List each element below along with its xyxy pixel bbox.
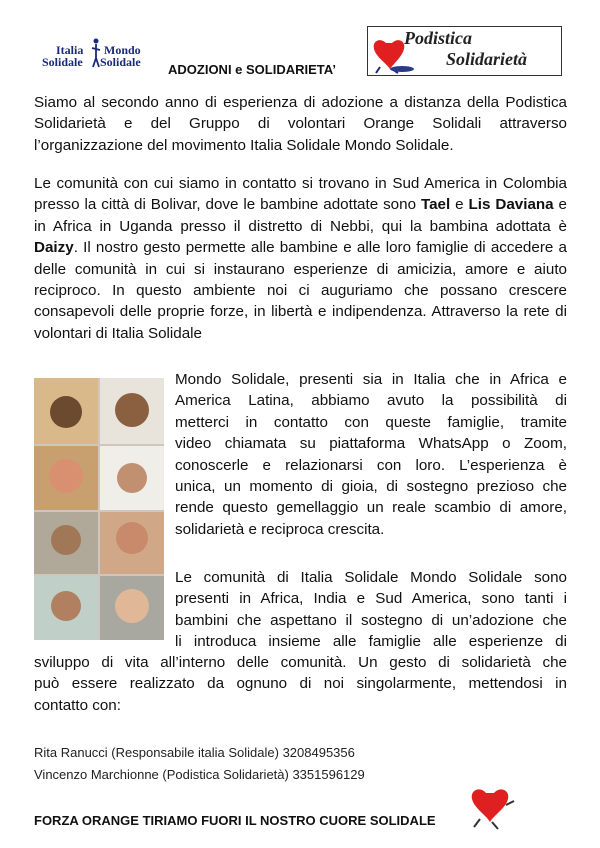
text-line: può essere realizzato da ognuno di noi singolarmente, mettendosi in bbox=[34, 675, 567, 693]
text-line: unica, un momento di gioia, di sostegno prezioso che bbox=[175, 478, 567, 495]
person-figure-icon bbox=[91, 38, 101, 68]
contact-rita-ranucci: Rita Ranucci (Responsabile italia Solidale) 3208495356 bbox=[34, 745, 355, 760]
video-call-collage bbox=[34, 378, 164, 640]
community-paragraph bbox=[34, 173, 567, 344]
italia-solidale-logo bbox=[42, 38, 162, 72]
running-heart-icon-small bbox=[468, 785, 516, 831]
text-line: rende questo gemellaggio un reale scambio di amore, bbox=[175, 499, 567, 517]
text-line: video chiamata su piattaforma WhatsApp o Zoom, bbox=[175, 435, 567, 453]
footer-slogan: FORZA ORANGE TIRIAMO FUORI IL NOSTRO CUORE SOLIDALE bbox=[34, 813, 436, 828]
child-name-daizy: Daizy bbox=[34, 239, 74, 257]
text-line: presenti in Africa, India e Sud America, sono tanti i bbox=[175, 590, 567, 608]
logo-left-word-solidale-2: Solidale bbox=[100, 55, 141, 69]
podistica-solidarieta-logo bbox=[367, 26, 562, 76]
child-name-tael: Tael bbox=[420, 196, 451, 214]
text-line: bambini che aspettano il sostegno di un’adozione che bbox=[175, 611, 567, 629]
text-line: contatto con: bbox=[34, 696, 121, 714]
logo-right-line1: Podistica bbox=[404, 28, 472, 48]
video-call-photo bbox=[34, 378, 164, 640]
logo-left-word-solidale-1: Solidale bbox=[42, 55, 83, 69]
text-line: Le comunità di Italia Solidale Mondo Solidale sono bbox=[175, 569, 567, 586]
community-text-d: . Il nostro gesto permette alle bambine e alle loro famiglie di accedere a delle comunità in cui si instaurano esperienze di amicizia, amore e aiuto reciproco. In questo ambiente noi ci auguriamo che possano crescere consapevoli delle proprie forze, in libertà e indipendenza. Attraverso la rete di volontari di Italia Solidale bbox=[34, 239, 567, 342]
text-line: li introduca insieme alle famiglie alle esperienze di bbox=[175, 633, 567, 651]
text-line: conoscerle e relazionarsi con loro. L’esperienza è bbox=[175, 456, 567, 474]
community-text-a: Le comunità con cui siamo in contatto si trovano in Sud America in Colombia presso la città di Bolivar, dove le bambine adottate sono bbox=[34, 175, 567, 214]
page-heading: ADOZIONI e SOLIDARIETA’ bbox=[168, 62, 337, 77]
contact-vincenzo-marchionne: Vincenzo Marchionne (Podistica Solidarietà) 3351596129 bbox=[34, 767, 365, 782]
text-line: sviluppo di vita all’interno delle comunità. Un gesto di solidarietà che bbox=[34, 654, 567, 671]
logo-left-word-italia: Italia bbox=[56, 43, 84, 57]
community-text-c: e in Africa in Uganda presso il distretto di Nebbi, qui la bambina adottata è bbox=[34, 196, 567, 235]
text-line: America Latina, abbiamo avuto la possibilità di bbox=[175, 392, 567, 410]
logo-right-line2: Solidarietà bbox=[446, 49, 528, 69]
intro-paragraph: Siamo al secondo anno di esperienza di adozione a distanza della Podistica Solidarietà e del Gruppo di volontari Orange Solidali attraverso l’organizzazione del movimento Italia Solidale Mondo Solidale. bbox=[34, 94, 567, 154]
text-line: solidarietà e reciproca crescita. bbox=[175, 520, 385, 538]
community-text-b: e bbox=[450, 196, 469, 214]
text-line: Mondo Solidale, presenti sia in Italia che in Africa e bbox=[175, 371, 567, 388]
child-name-lis-daviana: Lis Daviana bbox=[468, 196, 554, 214]
logo-left-word-mondo: Mondo bbox=[104, 43, 141, 57]
text-line: metterci in contatto con queste famiglie, tramite bbox=[175, 413, 567, 431]
